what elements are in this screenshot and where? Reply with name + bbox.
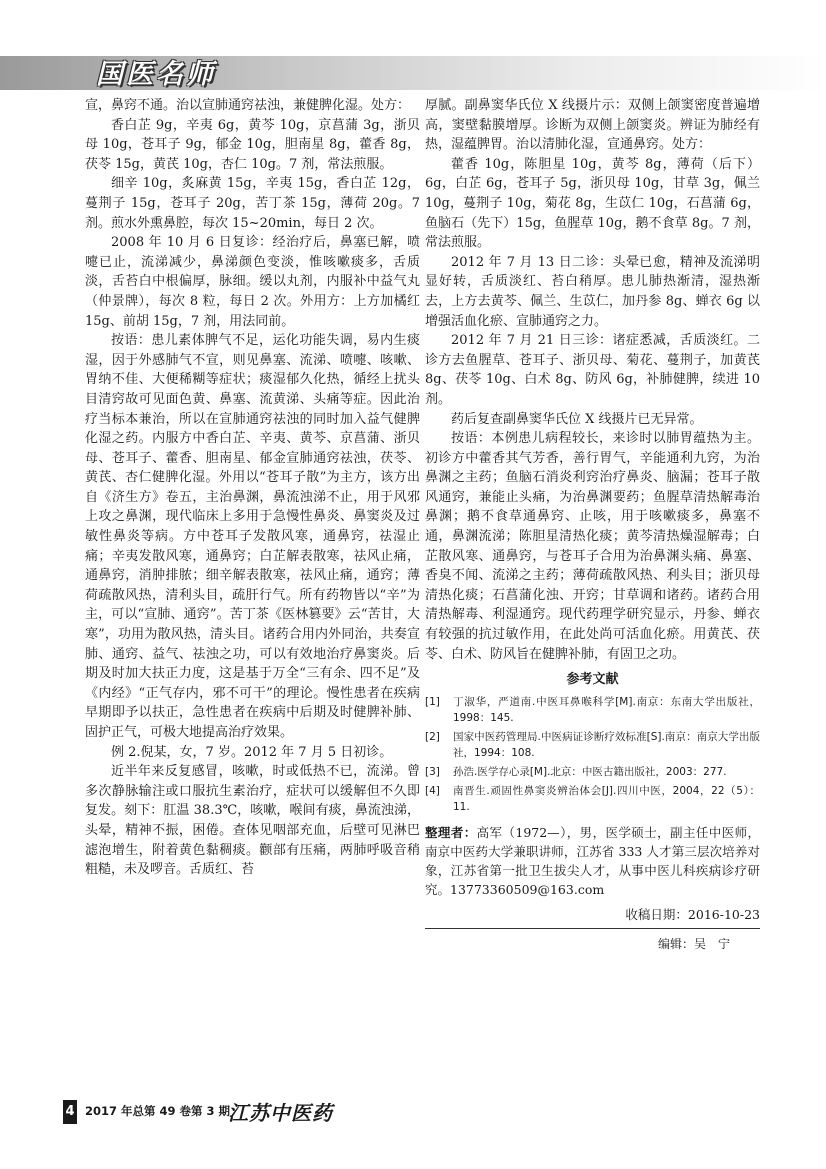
editor-credit: 编辑：吴 宁 bbox=[657, 937, 730, 952]
references-list bbox=[425, 694, 760, 815]
reference-number: [1] bbox=[425, 695, 440, 708]
reference-text: 国家中医药管理局.中医病证诊断疗效标准[S].南京：南京大学出版社，1994：108. bbox=[453, 730, 760, 759]
right-paragraph: 按语：本例患儿病程较长，来诊时以肺胃蕴热为主。初诊方中藿香其气芳香，善行胃气，辛能通利九窍，为治鼻渊之主药；鱼脑石消炎利窍治疗鼻炎、脑漏；苍耳子散风通窍，兼能止头痛，为治鼻渊要药；鱼腥草清热解毒治鼻渊；鹅不食草通鼻窍、止咳，用于咳嗽痰多，鼻塞不通，鼻渊流涕；陈胆星清热化痰；黄芩清热燥湿解毒；白芷散风寒、通鼻窍，与苍耳子合用为治鼻渊头痛、鼻塞、香臭不闻、流涕之主药；薄荷疏散风热、利头目；浙贝母清热化痰；石菖蒲化浊、开窍；甘草调和诸药。诸药合用清热解毒、利湿通窍。现代药理学研究显示，丹参、蝉衣有较强的抗过敏作用，在此处尚可活血化瘀。用黄芪、茯苓、白术、防风旨在健脾补肺，有固卫之功。 bbox=[425, 431, 760, 662]
section-title: 国医名师 bbox=[96, 59, 216, 90]
reference-item bbox=[425, 783, 760, 815]
reference-number: [2] bbox=[425, 730, 440, 743]
left-paragraph: 按语：患儿素体脾气不足，运化功能失调，易内生痰湿，因于外感肺气不宣，则见鼻塞、流涕、喷嚏、咳嗽、胃纳不佳、大便稀糊等症状；痰湿郁久化热，循经上扰头目清窍故可见面色黄、鼻塞、流黄涕、头痛等症。因此治疗当标本兼治，所以在宣肺通窍祛浊的同时加入益气健脾化湿之药。内服方中香白芷、辛夷、黄芩、京菖蒲、浙贝母、苍耳子、藿香、胆南星、郁金宣肺通窍祛浊，茯苓、黄芪、杏仁健脾化湿。外用以“苍耳子散”为主方，该方出自《济生方》卷五，主治鼻渊，鼻流浊涕不止，用于风邪上攻之鼻渊，现代临床上多用于急慢性鼻炎、鼻窦炎及过敏性鼻炎等病。方中苍耳子发散风寒，通鼻窍，祛湿止痛；辛夷发散风寒，通鼻窍；白芷解表散寒，祛风止痛，通鼻窍，消肿排脓；细辛解表散寒，祛风止痛，通窍；薄荷疏散风热，清利头目，疏肝行气。所有药物皆以“辛”为主，可以“宣肺、通窍”。苦丁茶《医林篡要》云“苦甘，大寒”，功用为散风热，清头目。诸药合用内外同治，共奏宣肺、通窍、益气、祛浊之功，可以有效地治疗鼻窦炎。后期及时加大扶正力度，这是基于万全“三有余、四不足”及《内经》“正气存内，邪不可干”的理论。慢性患者在疾病早期即予以扶正，急性患者在疾病中后期及时健脾补肺、固护正气，可极大地提高治疗效果。 bbox=[85, 333, 420, 740]
right-paragraph: 2012 年 7 月 13 日二诊：头晕已愈，精神及流涕明显好转，舌质淡红、苔白稍厚。患儿肺热渐清，湿热渐去，上方去黄芩、佩兰、生苡仁，加丹参 8g、蝉衣 6g 以增强活血化瘀、宣肺通窍之力。 bbox=[425, 254, 760, 329]
page-number: 4 bbox=[63, 1100, 77, 1124]
reference-item bbox=[425, 764, 760, 780]
reference-number: [3] bbox=[425, 765, 440, 778]
reference-text: 南晋生.顽固性鼻窦炎辨治体会[J].四川中医，2004，22（5）：11. bbox=[453, 784, 760, 813]
reference-item bbox=[425, 694, 760, 726]
left-column bbox=[85, 96, 420, 880]
issue-info: 2017 年总第 49 卷第 3 期 bbox=[85, 1104, 231, 1118]
left-paragraph: 2008 年 10 月 6 日复诊：经治疗后，鼻塞已解，喷嚏已止，流涕减少，鼻涕颜色变淡，惟咳嗽痰多，舌质淡，舌苔白中根偏厚，脉细。缓以丸剂，内服补中益气丸（仲景牌），每次 8 粒，每日 2 次。外用方：上方加橘红 15g、前胡 15g，7 剂，用法同前。 bbox=[85, 235, 420, 329]
right-paragraph: 药后复查副鼻窦华氏位 X 线摄片已无异常。 bbox=[451, 411, 703, 427]
received-date: 收稿日期：2016-10-23 bbox=[425, 905, 760, 930]
left-paragraph: 例 2.倪某，女，7 岁。2012 年 7 月 5 日初诊。 bbox=[111, 744, 393, 760]
left-paragraph: 宣，鼻窍不通。治以宣肺通窍祛浊，兼健脾化湿。处方： bbox=[85, 98, 411, 113]
editor-note bbox=[425, 823, 760, 899]
reference-text: 丁淑华，严道南.中医耳鼻喉科学[M].南京：东南大学出版社，1998：145. bbox=[453, 695, 760, 724]
right-paragraphs bbox=[425, 96, 760, 664]
reference-text: 孙浩.医学存心录[M].北京：中医古籍出版社，2003：277. bbox=[453, 765, 727, 778]
right-paragraph: 藿香 10g，陈胆星 10g，黄芩 8g，薄荷（后下）6g，白芷 6g，苍耳子 5g，浙贝母 10g，甘草 3g，佩兰 10g，蔓荆子 10g，菊花 8g，生苡仁 10g，石菖蒲 6g，鱼脑石（先下）15g，鱼腥草 10g，鹅不食草 8g。7 剂，常法煎服。 bbox=[425, 156, 760, 251]
references-title: 参考文献 bbox=[566, 672, 619, 688]
left-paragraph: 近半年来反复感冒，咳嗽，时或低热不已，流涕。曾多次静脉输注或口服抗生素治疗，症状可以缓解但不久即复发。刻下：肛温 38.3℃，咳嗽，喉间有痰，鼻流浊涕，头晕，精神不振，困倦。查体见咽部充血，后壁可见淋巴滤泡增生，附着黄色黏稠痰。颧部有压痛，两肺呼吸音稍粗糙，未及啰音。舌质红、苔 bbox=[85, 764, 420, 878]
journal-name: 江苏中医药 bbox=[228, 1101, 333, 1125]
reference-number: [4] bbox=[425, 784, 440, 797]
right-paragraph: 2012 年 7 月 21 日三诊：诸症悉减，舌质淡红。二诊方去鱼腥草、苍耳子、浙贝母、菊花、蔓荆子，加黄芪 8g、茯苓 10g、白术 8g、防风 6g，补肺健脾，续进 10 剂。 bbox=[425, 333, 760, 407]
reference-item bbox=[425, 729, 760, 761]
left-paragraph: 香白芷 9g，辛夷 6g，黄芩 10g，京菖蒲 3g，浙贝母 10g，苍耳子 9g，郁金 10g，胆南星 8g，藿香 8g，茯苓 15g，黄芪 10g，杏仁 10g。7 剂，常法煎服。 bbox=[85, 117, 420, 172]
left-paragraph: 细辛 10g，炙麻黄 15g，辛夷 15g，香白芷 12g，蔓荆子 15g，苍耳子 20g，苦丁茶 15g，薄荷 20g。7 剂。煎水外熏鼻腔，每次 15~20min，每日 2 次。 bbox=[85, 176, 420, 231]
right-paragraph: 厚腻。副鼻窦华氏位 X 线摄片示：双侧上颌窦密度普遍增高，窦壁黏膜增厚。诊断为双侧上颌窦炎。辨证为肺经有热，湿蕴脾胃。治以清肺化湿，宣通鼻窍。处方： bbox=[425, 98, 760, 153]
editor-note-text: 高军（1972—），男，医学硕士，副主任中医师，南京中医药大学兼职讲师，江苏省 333 人才第三层次培养对象，江苏省第一批卫生拔尖人才，从事中医儿科疾病诊疗研究。13773360509@163.com bbox=[425, 824, 760, 897]
editor-note-label: 整理者： bbox=[425, 824, 477, 840]
right-column bbox=[425, 96, 760, 955]
